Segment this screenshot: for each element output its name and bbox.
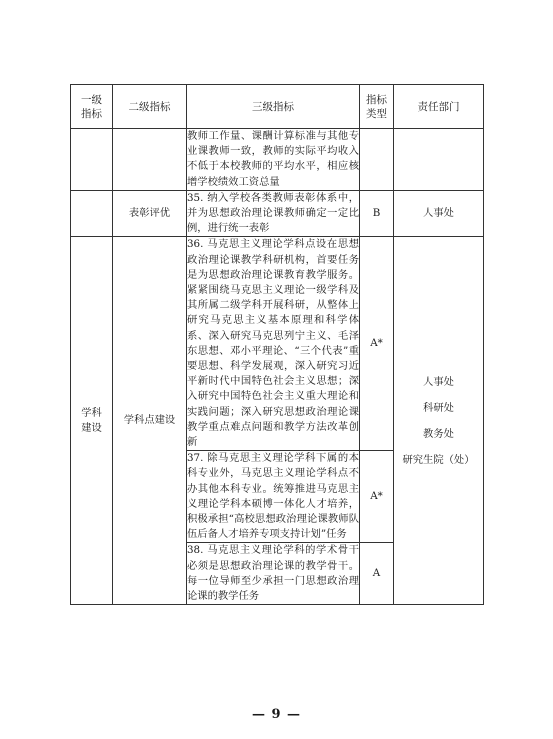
- cell-dept: 人事处: [394, 190, 484, 237]
- cell-dept-empty: [394, 129, 484, 191]
- header-level1: 一级 指标: [71, 85, 113, 129]
- header-level3: 三级指标: [187, 85, 360, 129]
- page-number: — 9 —: [251, 707, 302, 722]
- cell-continued-text: 教师工作量、课酬计算标准与其他专业课教师一致，教师的实际平均收入不低于本校教师的平均水平，相应核增学校绩效工资总量: [187, 129, 360, 191]
- cell-type: A: [360, 543, 394, 605]
- header-dept: 责任部门: [394, 85, 484, 129]
- cell-level3: 37. 除马克思主义理论学科下属的本科专业外，马克思主义理论学科点不办其他本科专业。统筹推进马克思主义理论学科本硕博一体化人才培养，积极承担“高校思想政治理论课教师队伍后备人才培养专项支持计划”任务: [187, 451, 360, 543]
- cell-dept-list: 人事处 科研处 教务处 研究生院（处）: [394, 237, 484, 605]
- cell-level3: 38. 马克思主义理论学科的学术骨干必须是思想政治理论课的教学骨干。每一位导师至少承担一门思想政治理论课的教学任务: [187, 543, 360, 605]
- cell-level3: 35. 纳入学校各类教师表彰体系中，并为思想政治理论课教师确定一定比例，进行统一表彰: [187, 190, 360, 237]
- indicator-table: [70, 84, 484, 605]
- cell-type: A*: [360, 451, 394, 543]
- cell-level2: 学科点建设: [113, 237, 187, 605]
- table-row: [71, 237, 484, 451]
- header-row: [71, 85, 484, 129]
- table-row: [71, 190, 484, 237]
- cell-level1-empty: [71, 129, 113, 191]
- header-level2: 二级指标: [113, 85, 187, 129]
- table-row: [71, 129, 484, 191]
- cell-level1: 学科 建设: [71, 237, 113, 605]
- cell-level2: 表彰评优: [113, 190, 187, 237]
- header-type: 指标 类型: [360, 85, 394, 129]
- cell-type: B: [360, 190, 394, 237]
- cell-level3: 36. 马克思主义理论学科点设在思想政治理论课教学科研机构，首要任务是为思想政治理论课教育教学服务。紧紧围绕马克思主义理论一级学科及其所属二级学科开展科研，从整体上研究马克思主义基本原理和科学体系、深入研究马克思列宁主义、毛泽东思想、邓小平理论、“三个代表”重要思想、科学发展观，深入研究习近平新时代中国特色社会主义思想；深入研究中国特色社会主义重大理论和实践问题；深入研究思想政治理论课教学重点难点问题和教学方法改革创新: [187, 237, 360, 451]
- cell-type-empty: [360, 129, 394, 191]
- cell-level1-empty: [71, 190, 113, 237]
- cell-level2-empty: [113, 129, 187, 191]
- cell-type: A*: [360, 237, 394, 451]
